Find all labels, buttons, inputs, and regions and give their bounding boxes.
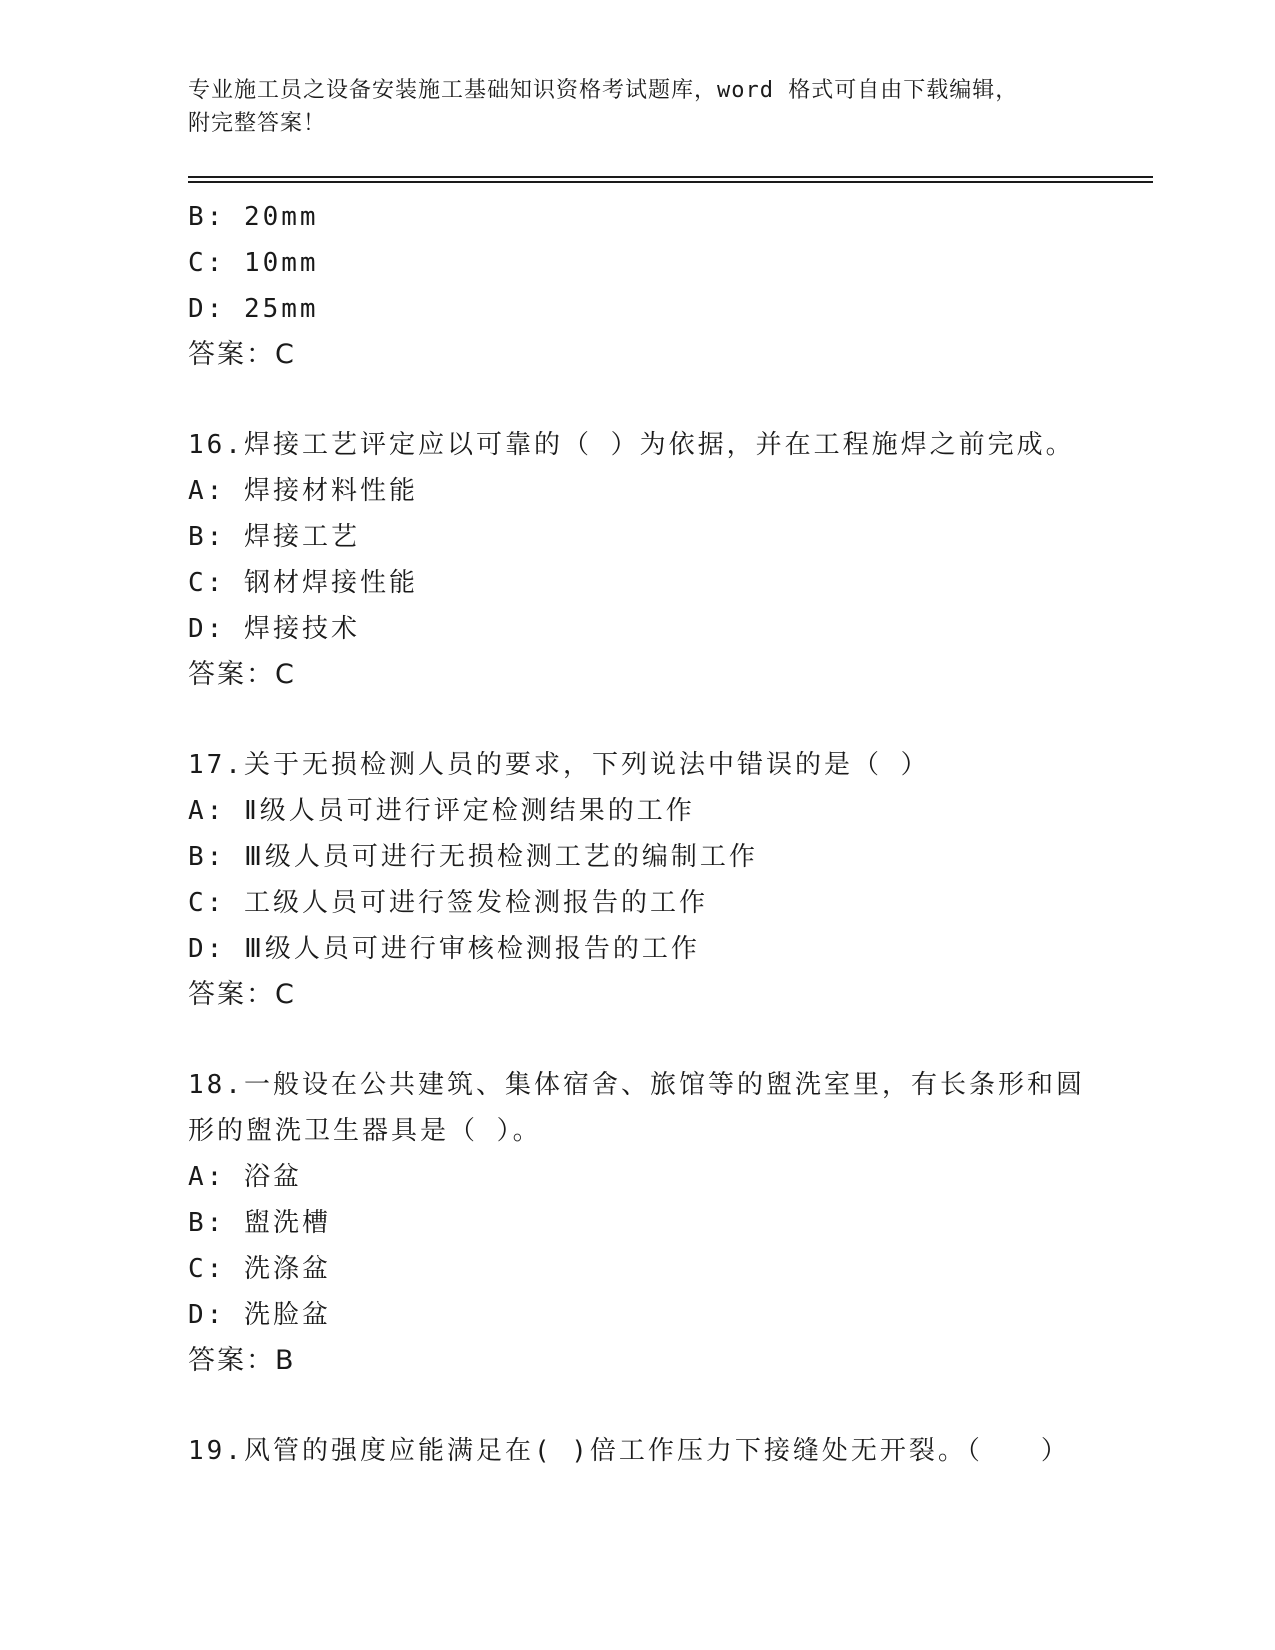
option-d: D: Ⅲ级人员可进行审核检测报告的工作 xyxy=(188,934,700,964)
option-d: D: 25mm xyxy=(188,294,319,324)
answer: 答案：C xyxy=(188,659,296,690)
spacer xyxy=(188,378,1108,422)
question-19 xyxy=(188,1428,1108,1474)
option-a: A: 浴盆 xyxy=(188,1162,302,1192)
option-b: B: 20mm xyxy=(188,202,319,232)
answer: 答案：C xyxy=(188,979,296,1010)
option-a: A: Ⅱ级人员可进行评定检测结果的工作 xyxy=(188,796,695,826)
answer: 答案：C xyxy=(188,339,296,370)
option-c: C: 工级人员可进行签发检测报告的工作 xyxy=(188,888,708,918)
question-16 xyxy=(188,422,1108,698)
spacer xyxy=(188,1018,1108,1062)
option-b: B: 焊接工艺 xyxy=(188,522,360,552)
option-c: C: 洗涤盆 xyxy=(188,1254,331,1284)
header-divider-top xyxy=(188,176,1153,178)
question-18 xyxy=(188,1062,1108,1384)
question-list xyxy=(188,194,1108,1474)
option-b: B: Ⅲ级人员可进行无损检测工艺的编制工作 xyxy=(188,842,758,872)
question-stem: 17.关于无损检测人员的要求，下列说法中错误的是（ ） xyxy=(188,750,930,780)
answer: 答案：B xyxy=(188,1345,296,1376)
header-line-1: 专业施工员之设备安装施工基础知识资格考试题库，word 格式可自由下载编辑， xyxy=(188,78,1019,103)
option-c: C: 钢材焊接性能 xyxy=(188,568,418,598)
question-17 xyxy=(188,742,1108,1018)
spacer xyxy=(188,1384,1108,1428)
header-divider-bottom xyxy=(188,181,1153,183)
option-a: A: 焊接材料性能 xyxy=(188,476,418,506)
spacer xyxy=(188,698,1108,742)
option-d: D: 洗脸盆 xyxy=(188,1300,331,1330)
option-d: D: 焊接技术 xyxy=(188,614,360,644)
question-stem-line-1: 18.一般设在公共建筑、集体宿舍、旅馆等的盥洗室里，有长条形和圆 xyxy=(188,1070,1085,1100)
question-stem: 16.焊接工艺评定应以可靠的（ ）为依据，并在工程施焊之前完成。 xyxy=(188,430,1075,460)
option-b: B: 盥洗槽 xyxy=(188,1208,331,1238)
question-stem: 19.风管的强度应能满足在( )倍工作压力下接缝处无开裂。（ ） xyxy=(188,1436,1070,1466)
option-c: C: 10mm xyxy=(188,248,319,278)
header-line-2: 附完整答案！ xyxy=(188,111,327,136)
question-15-continued xyxy=(188,194,1108,378)
document-header xyxy=(188,74,1088,140)
question-stem-line-2: 形的盥洗卫生器具是（ ）。 xyxy=(188,1116,542,1146)
